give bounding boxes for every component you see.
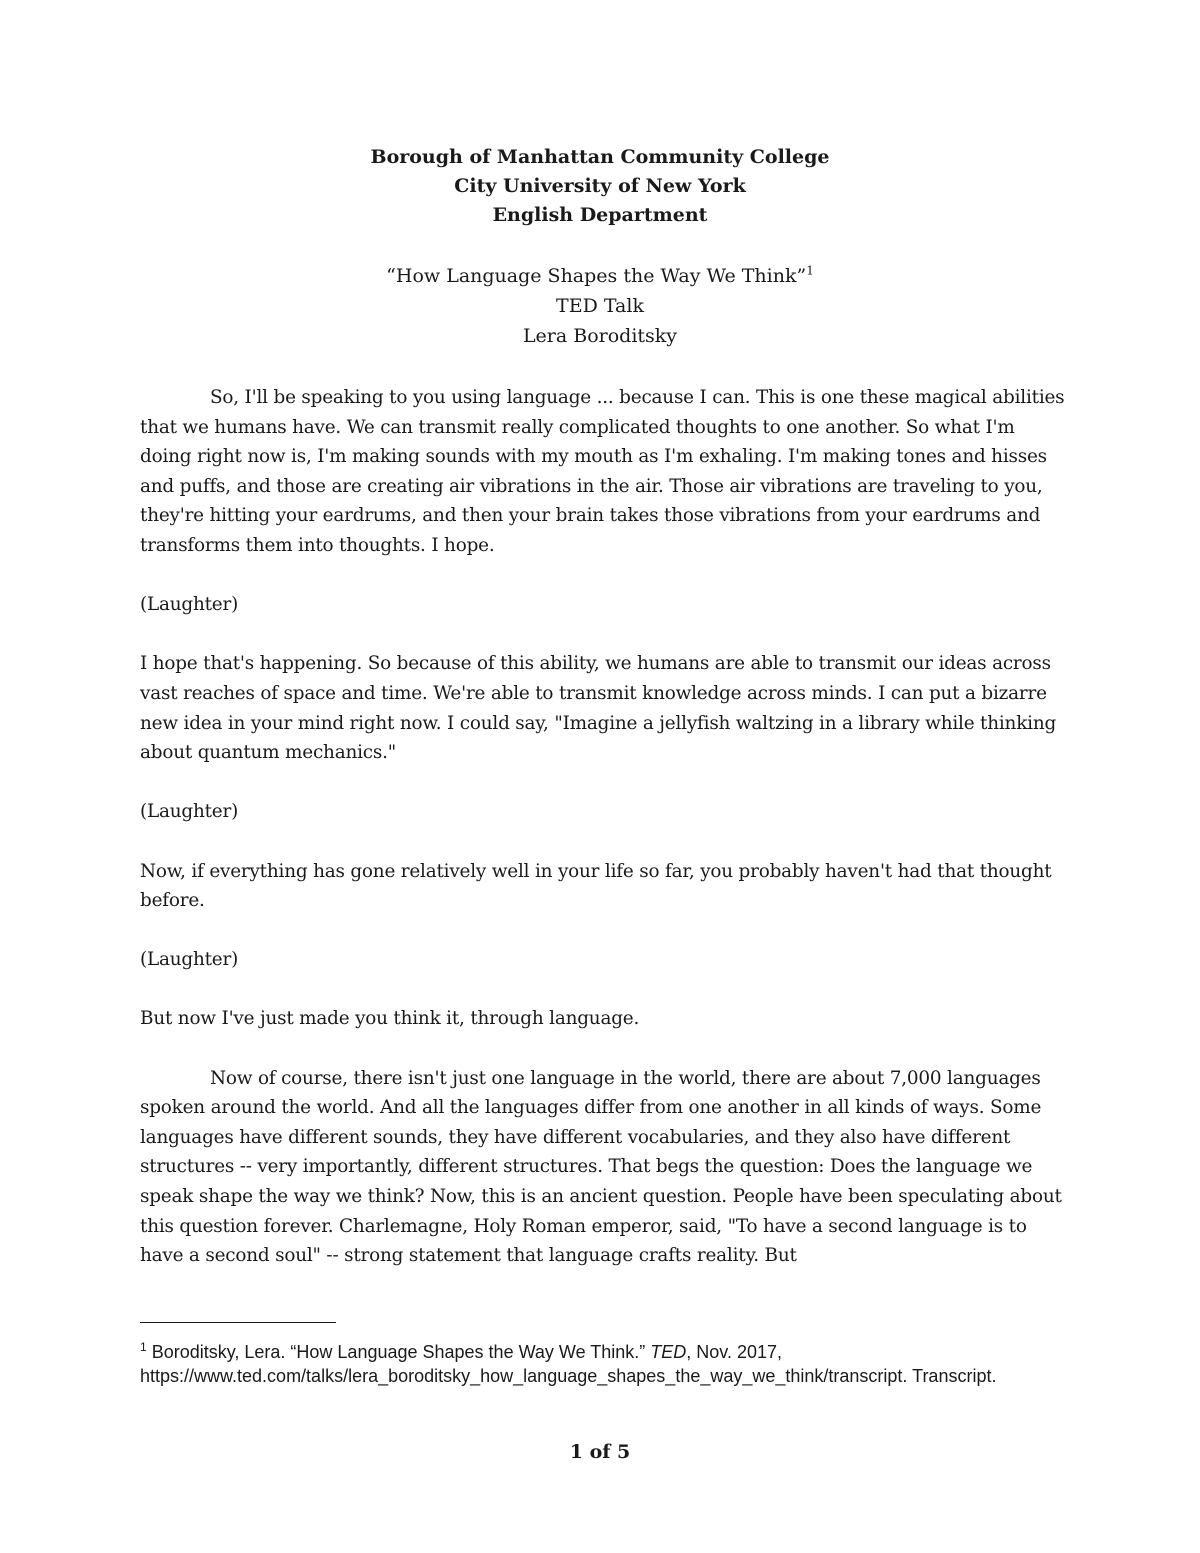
transcript-body bbox=[140, 383, 1065, 1300]
footnote-italic-source: TED bbox=[650, 1342, 687, 1362]
footnote-text-after: , Nov. 2017, https://www.ted.com/talks/lera_boroditsky_how_language_shapes_the_way_we_think/transcript. Transcript. bbox=[140, 1342, 997, 1386]
paragraph: So, I'll be speaking to you using language ... because I can. This is one these magical abilities that we humans have. We can transmit really complicated thoughts to one another. So what I'm doing right now is, I'm making sounds with my mouth as I'm exhaling. I'm making tones and hisses and puffs, and those are creating air vibrations in the air. Those air vibrations are traveling to you, they're hitting your eardrums, and then your brain takes those vibrations from your eardrums and transforms them into thoughts. I hope. bbox=[140, 387, 1065, 556]
paragraph: Now, if everything has gone relatively well in your life so far, you probably haven't had that thought before. bbox=[140, 860, 1052, 912]
paragraph: Now of course, there isn't just one language in the world, there are about 7,000 languages spoken around the world. And all the languages differ from one another in all kinds of ways. Some languages have different sounds, they have different vocabularies, and they also have different structures -- very importantly, different structures. That begs the question: Does the language we speak shape the way we think? Now, this is an ancient question. People have been speculating about this question forever. Charlemagne, Holy Roman emperor, said, "To have a second language is to have a second soul" -- strong statement that language crafts reality. But bbox=[140, 1067, 1062, 1267]
event-name: TED Talk bbox=[556, 295, 644, 317]
footnote-text-before: Boroditsky, Lera. “How Language Shapes the Way We Think.” bbox=[146, 1342, 651, 1362]
paragraph: But now I've just made you think it, through language. bbox=[140, 1008, 640, 1030]
title-block bbox=[0, 261, 1200, 351]
department-name: English Department bbox=[492, 204, 708, 226]
footnote-divider bbox=[140, 1322, 336, 1323]
paragraph: (Laughter) bbox=[140, 949, 239, 971]
page-number: 1 of 5 bbox=[569, 1441, 631, 1463]
footnote bbox=[140, 1340, 1040, 1388]
paragraph: I hope that's happening. So because of this ability, we humans are able to transmit our ideas across vast reaches of space and time. We're able to transmit knowledge across minds. I can put a bizarre new idea in your mind right now. I could say, "Imagine a jellyfish waltzing in a library while thinking about quantum mechanics." bbox=[140, 653, 1057, 764]
university-name: City University of New York bbox=[454, 175, 746, 197]
title-footnote-marker: 1 bbox=[806, 263, 814, 278]
document-title bbox=[0, 261, 1200, 291]
title-text: “How Language Shapes the Way We Think” bbox=[386, 265, 807, 287]
paragraph: (Laughter) bbox=[140, 801, 239, 823]
footnote-marker: 1 bbox=[140, 1340, 147, 1354]
document-header bbox=[0, 143, 1200, 230]
institution-name: Borough of Manhattan Community College bbox=[370, 146, 830, 168]
author-name: Lera Boroditsky bbox=[522, 325, 678, 347]
paragraph: (Laughter) bbox=[140, 594, 239, 616]
